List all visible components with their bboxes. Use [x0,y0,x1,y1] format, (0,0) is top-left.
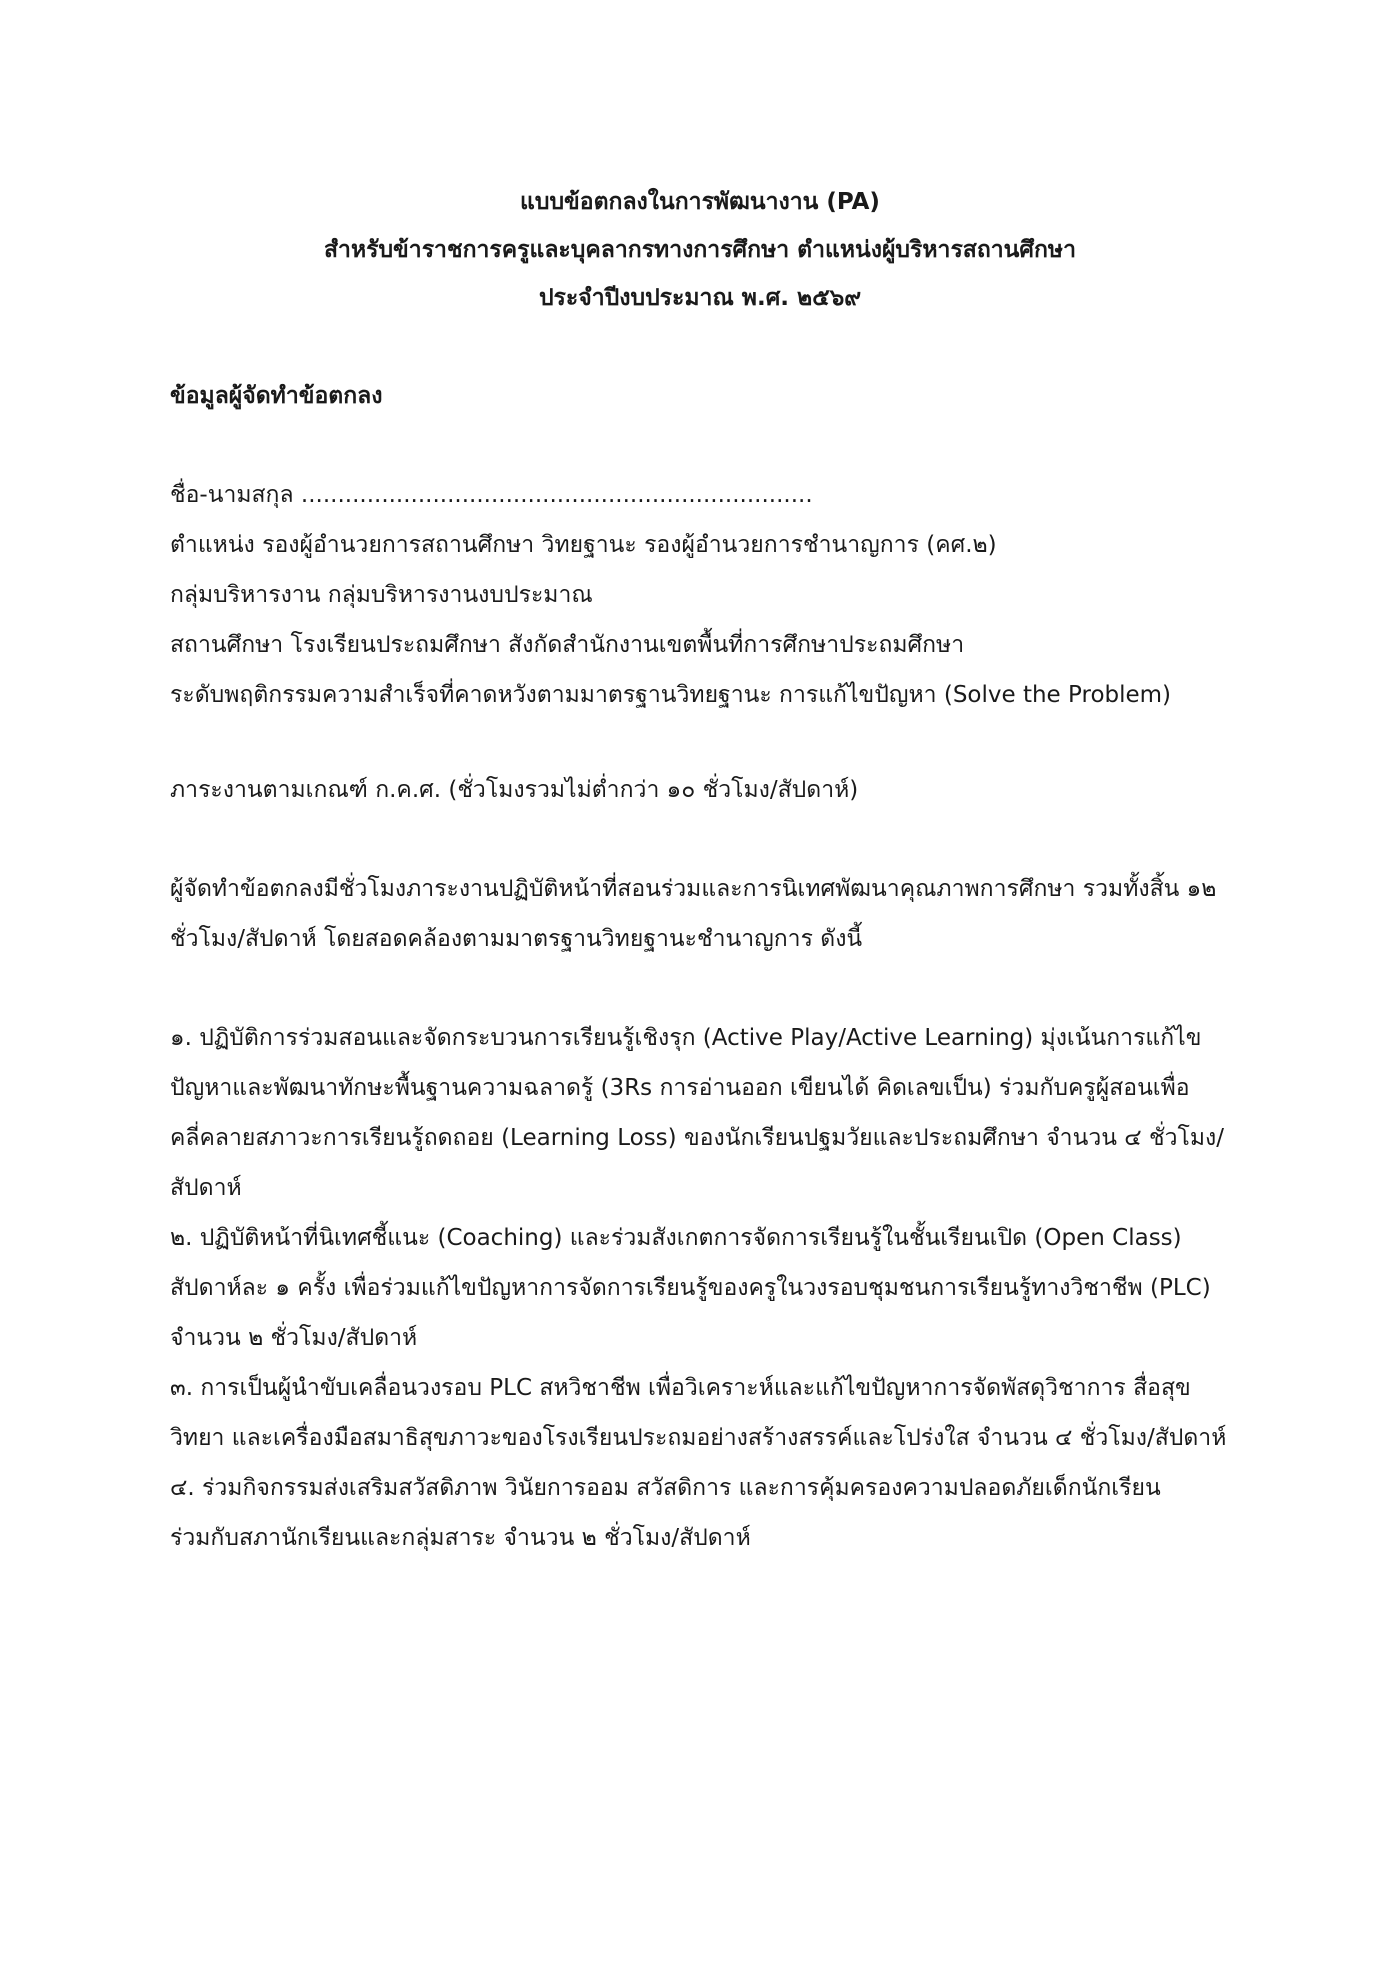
info-behavior-level-line: ระดับพฤติกรรมความสำเร็จที่คาดหวังตามมาตรฐานวิทยฐานะ การแก้ไขปัญหา (Solve the Problem) [170,682,1172,708]
workload-summary [170,864,1240,964]
duty-line: ๑. ปฏิบัติการร่วมสอนและจัดกระบวนการเรียนรู้เชิงรุก (Active Play/Active Learning) มุ่งเน้นการแก้ไข [170,1025,1202,1051]
duty-line: จำนวน ๒ ชั่วโมง/สัปดาห์ [170,1325,418,1351]
info-school-line: สถานศึกษา โรงเรียนประถมศึกษา สังกัดสำนักงานเขตพื้นที่การศึกษาประถมศึกษา [170,632,965,658]
duty-line: ๓. การเป็นผู้นำขับเคลื่อนวงรอบ PLC สหวิชาชีพ เพื่อวิเคราะห์และแก้ไขปัญหาการจัดพัสดุวิชาการ สื่อสุข [170,1375,1191,1401]
title-line-3: ประจำปีงบประมาณ พ.ศ. ๒๕๖๙ [538,285,862,311]
duty-line: ปัญหาและพัฒนาทักษะพื้นฐานความฉลาดรู้ (3Rs การอ่านออก เขียนได้ คิดเลขเป็น) ร่วมกับครูผู้สอนเพื่อ [170,1075,1190,1101]
duty-line: สัปดาห์ละ ๑ ครั้ง เพื่อร่วมแก้ไขปัญหาการจัดการเรียนรู้ของครูในวงรอบชุมชนการเรียนรู้ทางวิชาชีพ (PLC) [170,1275,1211,1301]
info-group-line: กลุ่มบริหารงาน กลุ่มบริหารงานงบประมาณ [170,582,593,608]
info-block [170,470,1240,720]
document-title [0,178,1400,322]
section-heading: ข้อมูลผู้จัดทำข้อตกลง [170,383,383,409]
duty-item-1 [170,1013,1240,1213]
info-name-line: ชื่อ-นามสกุล ...................................................................... [170,482,813,508]
duty-item-3 [170,1363,1240,1463]
duty-item-2 [170,1213,1240,1363]
duty-line: วิทยา และเครื่องมือสมาธิสุขภาวะของโรงเรียนประถมอย่างสร้างสรรค์และโปร่งใส จำนวน ๔ ชั่วโมง/สัปดาห์ [170,1425,1227,1451]
title-line-1: แบบข้อตกลงในการพัฒนางาน (PA) [520,189,880,215]
duty-line: ๔. ร่วมกิจกรรมส่งเสริมสวัสดิภาพ วินัยการออม สวัสดิการ และการคุ้มครองความปลอดภัยเด็กนักเรียน [170,1475,1161,1501]
duty-line: สัปดาห์ [170,1175,242,1201]
workload-criteria: ภาระงานตามเกณฑ์ ก.ค.ศ. (ชั่วโมงรวมไม่ต่ำกว่า ๑๐ ชั่วโมง/สัปดาห์) [170,777,859,803]
duty-line: ร่วมกับสภานักเรียนและกลุ่มสาระ จำนวน ๒ ชั่วโมง/สัปดาห์ [170,1525,751,1551]
summary-line: ชั่วโมง/สัปดาห์ โดยสอดคล้องตามมาตรฐานวิทยฐานะชำนาญการ ดังนี้ [170,926,863,952]
summary-line: ผู้จัดทำข้อตกลงมีชั่วโมงภาระงานปฏิบัติหน้าที่สอนร่วมและการนิเทศพัฒนาคุณภาพการศึกษา รวมทั้งสิ้น ๑๒ [170,876,1217,902]
duty-item-4 [170,1463,1240,1563]
duty-line: ๒. ปฏิบัติหน้าที่นิเทศชี้แนะ (Coaching) และร่วมสังเกตการจัดการเรียนรู้ในชั้นเรียนเปิด (Open Class) [170,1225,1182,1251]
info-position-line: ตำแหน่ง รองผู้อำนวยการสถานศึกษา วิทยฐานะ รองผู้อำนวยการชำนาญการ (คศ.๒) [170,532,997,558]
title-line-2: สำหรับข้าราชการครูและบุคลากรทางการศึกษา ตำแหน่งผู้บริหารสถานศึกษา [323,237,1077,263]
duty-line: คลี่คลายสภาวะการเรียนรู้ถดถอย (Learning Loss) ของนักเรียนปฐมวัยและประถมศึกษา จำนวน ๔ ชั่วโมง/ [170,1125,1225,1151]
duties-list [170,1013,1240,1563]
